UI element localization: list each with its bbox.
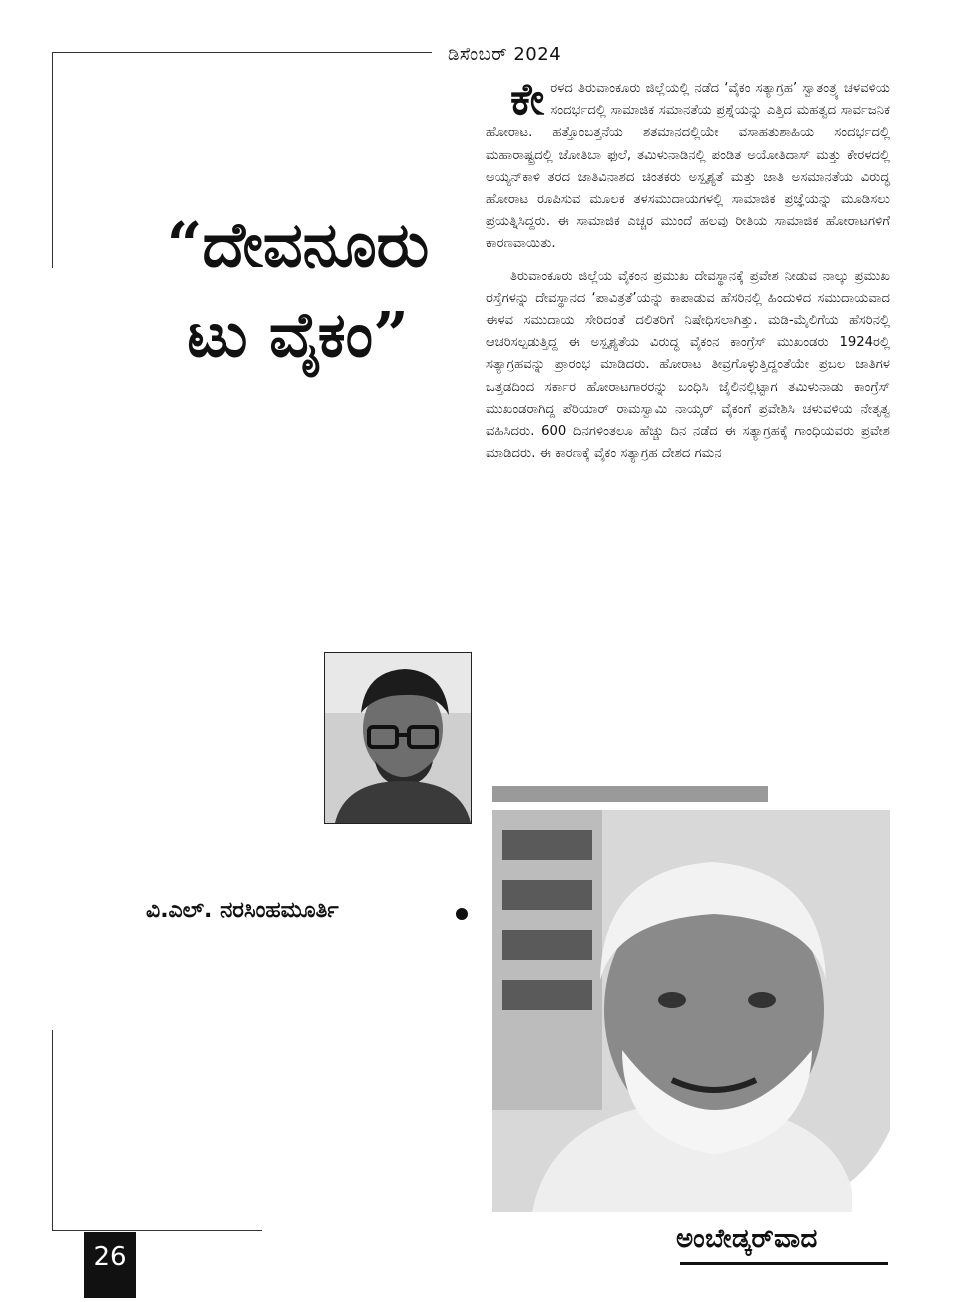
top-frame-rule [52, 52, 432, 53]
drop-cap: ಕೇ [510, 74, 545, 125]
issue-date: ಡಿಸೆಂಬರ್ 2024 [448, 44, 562, 65]
photo-accent-bar [492, 786, 768, 802]
main-portrait-illustration [492, 810, 890, 1212]
title-line-1: “ದೇವನೂರು [166, 208, 430, 281]
author-photo [324, 652, 472, 824]
masthead-underline [680, 1262, 888, 1265]
magazine-masthead-logo: ಅಂಬೇಡ್ಕರ್‌ವಾದ [676, 1224, 818, 1254]
author-name: ವಿ.ಎಲ್. ನರಸಿಂಹಮೂರ್ತಿ [146, 898, 339, 923]
body-paragraph-1 [486, 74, 890, 256]
author-bullet [456, 908, 468, 920]
left-frame-rule-bottom [52, 1030, 53, 1230]
page-number: 26 [84, 1232, 136, 1298]
paragraph-1-text: ರಳದ ತಿರುವಾಂಕೂರು ಜಿಲ್ಲೆಯಲ್ಲಿ ನಡೆದ ‘ವೈಕಂ ಸತ್ಯಾಗ್ರಹ’ ಸ್ವಾತಂತ್ರ್ಯ ಚಳವಳಿಯ ಸಂದರ್ಭದಲ್ಲಿ ಸಾಮಾಜಿಕ ಸಮಾನತೆಯ ಪ್ರಶ್ನೆಯನ್ನು ಎತ್ತಿದ ಮಹತ್ವದ ಸಾರ್ವಜನಿಕ ಹೋರಾಟ. ಹತ್ತೊಂಬತ್ತನೆಯ ಶತಮಾನದಲ್ಲಿಯೇ ವಸಾಹತುಶಾಹಿಯ ಸಂದರ್ಭದಲ್ಲಿ ಮಹಾರಾಷ್ಟ್ರದಲ್ಲಿ ಜೋತಿಬಾ ಫುಲೆ, ತಮಿಳುನಾಡಿನಲ್ಲಿ ಪಂಡಿತ ಅಯೋತಿದಾಸ್ ಮತ್ತು ಕೇರಳದಲ್ಲಿ ಅಯ್ಯನ್‌ಕಾಳಿ ತರದ ಜಾತಿವಿನಾಶದ ಚಿಂತಕರು ಅಸ್ಪೃಶ್ಯತೆ ಮತ್ತು ಜಾತಿ ಅಸಮಾನತೆಯ ವಿರುದ್ಧ ಹೋರಾಟ ರೂಪಿಸುವ ಮೂಲಕ ತಳಸಮುದಾಯಗಳಲ್ಲಿ ಸಾಮಾಜಿಕ ಪ್ರಜ್ಞೆಯನ್ನು ಮೂಡಿಸಲು ಪ್ರಯತ್ನಿಸಿದ್ದರು. ಈ ಸಾಮಾಜಿಕ ಎಚ್ಚರ ಮುಂದೆ ಹಲವು ರೀತಿಯ ಸಾಮಾಜಿಕ ಹೋರಾಟಗಳಿಗೆ ಕಾರಣವಾಯಿತು. [486, 81, 890, 252]
title-line-2: ಟು ವೈಕಂ” [187, 298, 409, 371]
author-portrait-illustration [325, 653, 471, 823]
article-body [486, 74, 890, 475]
article-title [118, 200, 478, 380]
left-frame-rule-top [52, 52, 53, 268]
bottom-frame-rule [52, 1230, 262, 1231]
body-paragraph-2: ತಿರುವಾಂಕೂರು ಜಿಲ್ಲೆಯ ವೈಕಂನ ಪ್ರಮುಖ ದೇವಸ್ಥಾನಕ್ಕೆ ಪ್ರವೇಶ ನೀಡುವ ನಾಲ್ಕು ಪ್ರಮುಖ ರಸ್ತೆಗಳನ್ನು ದೇವಸ್ಥಾನದ ‘ಪಾವಿತ್ರತೆ’ಯನ್ನು ಕಾಪಾಡುವ ಹೆಸರಿನಲ್ಲಿ ಹಿಂದುಳಿದ ಸಮುದಾಯವಾದ ಈಳವ ಸಮುದಾಯ ಸೇರಿದಂತೆ ದಲಿತರಿಗೆ ನಿಷೇಧಿಸಲಾಗಿತ್ತು. ಮಡಿ-ಮೈಲಿಗೆಯ ಹೆಸರಿನಲ್ಲಿ ಆಚರಿಸಲ್ಪಡುತ್ತಿದ್ದ ಈ ಅಸ್ಪೃಶ್ಯತೆಯ ವಿರುದ್ಧ ವೈಕಂನ ಕಾಂಗ್ರೆಸ್ ಮುಖಂಡರು 1924ರಲ್ಲಿ ಸತ್ಯಾಗ್ರಹವನ್ನು ಪ್ರಾರಂಭ ಮಾಡಿದರು. ಹೋರಾಟ ತೀವ್ರಗೊಳ್ಳುತ್ತಿದ್ದಂತೆಯೇ ಪ್ರಬಲ ಜಾತಿಗಳ ಒತ್ತಡದಿಂದ ಸರ್ಕಾರ ಹೋರಾಟಗಾರರನ್ನು ಬಂಧಿಸಿ ಜೈಲಿನಲ್ಲಿಟ್ಟಾಗ ತಮಿಳುನಾಡು ಕಾಂಗ್ರೆಸ್ ಮುಖಂಡರಾಗಿದ್ದ ಪೆರಿಯಾರ್ ರಾಮಸ್ವಾಮಿ ನಾಯ್ಕರ್ ವೈಕಂಗೆ ಪ್ರವೇಶಿಸಿ ಚಳುವಳಿಯ ನೇತೃತ್ವ ವಹಿಸಿದರು. 600 ದಿನಗಳಿಂತಲೂ ಹೆಚ್ಚು ದಿನ ನಡೆದ ಈ ಸತ್ಯಾಗ್ರಹಕ್ಕೆ ಗಾಂಧಿಯವರು ಪ್ರವೇಶ ಮಾಡಿದರು. ಈ ಕಾರಣಕ್ಕೆ ವೈಕಂ ಸತ್ಯಾಗ್ರಹ ದೇಶದ ಗಮನ [486, 268, 890, 462]
main-photo [492, 810, 890, 1212]
